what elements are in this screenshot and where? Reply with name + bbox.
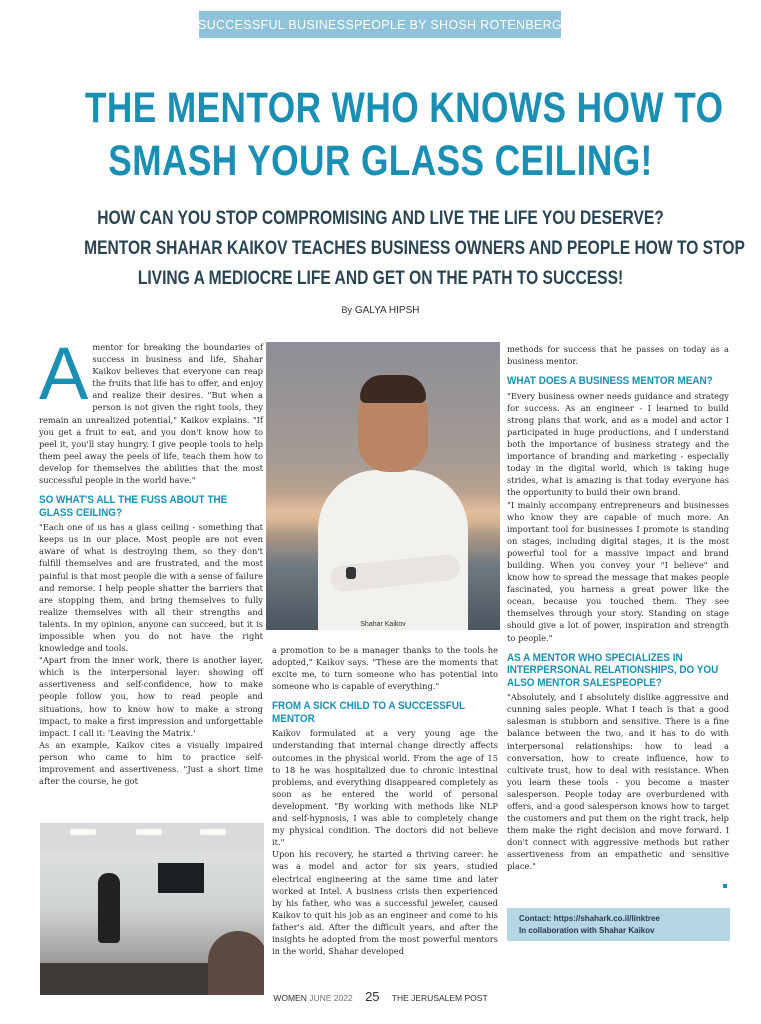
page-footer <box>0 989 761 1004</box>
ceiling <box>40 823 264 851</box>
title-line: THE MENTOR WHO KNOWS HOW TO <box>84 84 724 132</box>
byline-author: GALYA HIPSH <box>354 305 420 316</box>
photo-caption: Shahar Kaikov <box>360 621 406 628</box>
collaboration-note: In collaboration with Shahar Kaikov <box>519 926 655 935</box>
byline <box>0 305 761 316</box>
column-1 <box>39 332 263 787</box>
end-mark-icon <box>723 884 727 888</box>
person-hair <box>360 375 426 403</box>
column-2 <box>272 644 498 957</box>
paragraph: methods for success that he passes on today as a business mentor. <box>507 344 729 367</box>
paragraph: "I mainly accompany entrepreneurs and businesses who know they are capable of much more. An important tool for businesses I promote is standing on stages, including digital stages, it is the most powerful tool for a massive impact and brand building. When you convey your "I believe" and know how to spread the message that makes people fascinated, you harness a great power like the ocean, because you touched them. They see themselves through your story. Standing on stage should give a lot of power, inspiration and strength to people." <box>507 499 729 643</box>
speaker-figure <box>98 873 120 943</box>
intro-paragraph <box>39 332 263 486</box>
seminar-photo <box>40 823 264 995</box>
article-title <box>84 82 724 188</box>
section-heading-business-mentor: WHAT DOES A BUSINESS MENTOR MEAN? <box>507 375 713 388</box>
article-subtitle <box>84 203 745 293</box>
contact-link[interactable]: Contact: https://shahark.co.il/linktree <box>519 914 660 923</box>
person-shirt <box>318 470 468 630</box>
paragraph: "Apart from the inner work, there is another layer, which is the interpersonal layer: showing off assertiveness and self-confidence, how to make people follow you, how to read people and situations, how to know how to make a strong impact, to make a first impression and unforgettable impact. I call it: 'Leaving the Matrix.' <box>39 655 263 738</box>
paragraph: "Every business owner needs guidance and strategy for success. As an engineer - I learned to build strong plans that work, and as a model and actor I participated in huge productions, and I understand both the importance of business strategy and the importance of branding and marketing - especially today in the digital world, which is taking huge strides, what is amazing is that today everyone has the opportunity to build their own brand. <box>507 390 729 498</box>
contact-box <box>507 908 730 941</box>
intro-text: mentor for breaking the boundaries of success in business and life, Shahar Kaikov believes that everyone can reap the fruits that life has to offer, and enjoy and realize their desires. "But when a person is not given the right tools, they remain an unrealized potential," Kaikov explains. "If you get a fruit to eat, and you don't know how to peel it, you'll stay hungry. I give people tools to help them peel away the peels of life, teach them how to develop for themselves the abilities that the most successful people in the world have." <box>39 342 263 486</box>
ceiling-light-icon <box>200 829 226 835</box>
footer-publication: THE JERUSALEM POST <box>391 993 488 1003</box>
column-3 <box>507 343 729 873</box>
ceiling-light-icon <box>70 829 96 835</box>
portrait-photo <box>266 342 500 630</box>
paragraph: Kaikov formulated at a very young age the understanding that internal change directly affects outcomes in the physical world. From the age of 15 to 18 he was hospitalized due to chronic intestinal problems, and everything disappeared completely as soon as he entered the world of personal development. "By working with methods like NLP and self-hypnosis, I was able to completely change my physical condition. The doctors did not believe it." <box>272 728 498 848</box>
audience-member <box>208 931 264 995</box>
section-heading-salespeople: AS A MENTOR WHO SPECIALIZES IN INTERPERSONAL RELATIONSHIPS, DO YOU ALSO MENTOR SALESPEOPLE? <box>507 651 719 689</box>
footer-date: JUNE 2022 <box>309 993 353 1003</box>
paragraph: As an example, Kaikov cites a visually impaired person who came to him to practice self-improvement and assertiveness. "Just a short time after the course, he got <box>39 739 263 787</box>
watch-icon <box>346 567 356 579</box>
title-line: SMASH YOUR GLASS CEILING! <box>108 137 653 185</box>
page-number: 25 <box>365 989 380 1004</box>
paragraph: a promotion to be a manager thanks to the tools he adopted," Kaikov says. "These are the moments that excite me, to turn someone who has potential into someone who is capable of everything." <box>272 645 498 692</box>
subtitle-line: MENTOR SHAHAR KAIKOV TEACHES BUSINESS OWNERS AND PEOPLE HOW TO STOP <box>84 237 745 259</box>
paragraph: "Absolutely, and I absolutely dislike aggressive and cunning sales people. What I teach is that a good salesman is stubborn and sensitive. There is a fine balance between the two, and it has to do with interpersonal relationships: how to lead a conversation, how to create influence, how to cultivate trust, how to deal with resistance. When you learn these tools - you become a master salesperson. People today are overburdened with offers, and a good salesperson knows how to target the customers and put them on the right track, help them make the right decision and move forward. I don't connect with aggressive methods but rather assertiveness from an empathetic and sensitive place." <box>507 692 729 872</box>
section-heading-sick-child: FROM A SICK CHILD TO A SUCCESSFUL MENTOR <box>272 700 465 725</box>
paragraph: Upon his recovery, he started a thriving career: he was a model and actor for six years, studied electrical engineering at the same time and later worked at Intel. A business crisis then experienced by his father, who was a successful jeweler, caused Kaikov to quit his job as an engineer and come to his father's aid. After the difficult years, and after the insights he adopted from the most powerful mentors in the world, Shahar developed <box>272 849 498 957</box>
subtitle-line: HOW CAN YOU STOP COMPROMISING AND LIVE THE LIFE YOU DESERVE? <box>97 207 664 229</box>
ceiling-light-icon <box>136 829 162 835</box>
subtitle-line: LIVING A MEDIOCRE LIFE AND GET ON THE PATH TO SUCCESS! <box>137 267 624 289</box>
byline-by: By <box>341 305 353 315</box>
paragraph: "Each one of us has a glass ceiling - something that keeps us in our place. Most people are not even aware of what is destroying them, so they don't fulfill themselves and are frustrated, and the most painful is that most people die with a sense of failure and remorse. I help people shatter the barriers that are stopping them, and bring themselves to fully realize themselves with all their strengths and talents. In my opinion, anyone can succeed, but it is impossible when you do not have the right knowledge and tools. <box>39 522 263 654</box>
drop-cap: A <box>39 332 89 415</box>
footer-magazine: WOMEN <box>273 993 307 1003</box>
section-heading-glass-ceiling: SO WHAT'S ALL THE FUSS ABOUT THE GLASS CEILING? <box>39 494 228 519</box>
section-banner: SUCCESSFUL BUSINESSPEOPLE BY SHOSH ROTENBERG <box>199 11 561 38</box>
screen-icon <box>158 863 204 893</box>
